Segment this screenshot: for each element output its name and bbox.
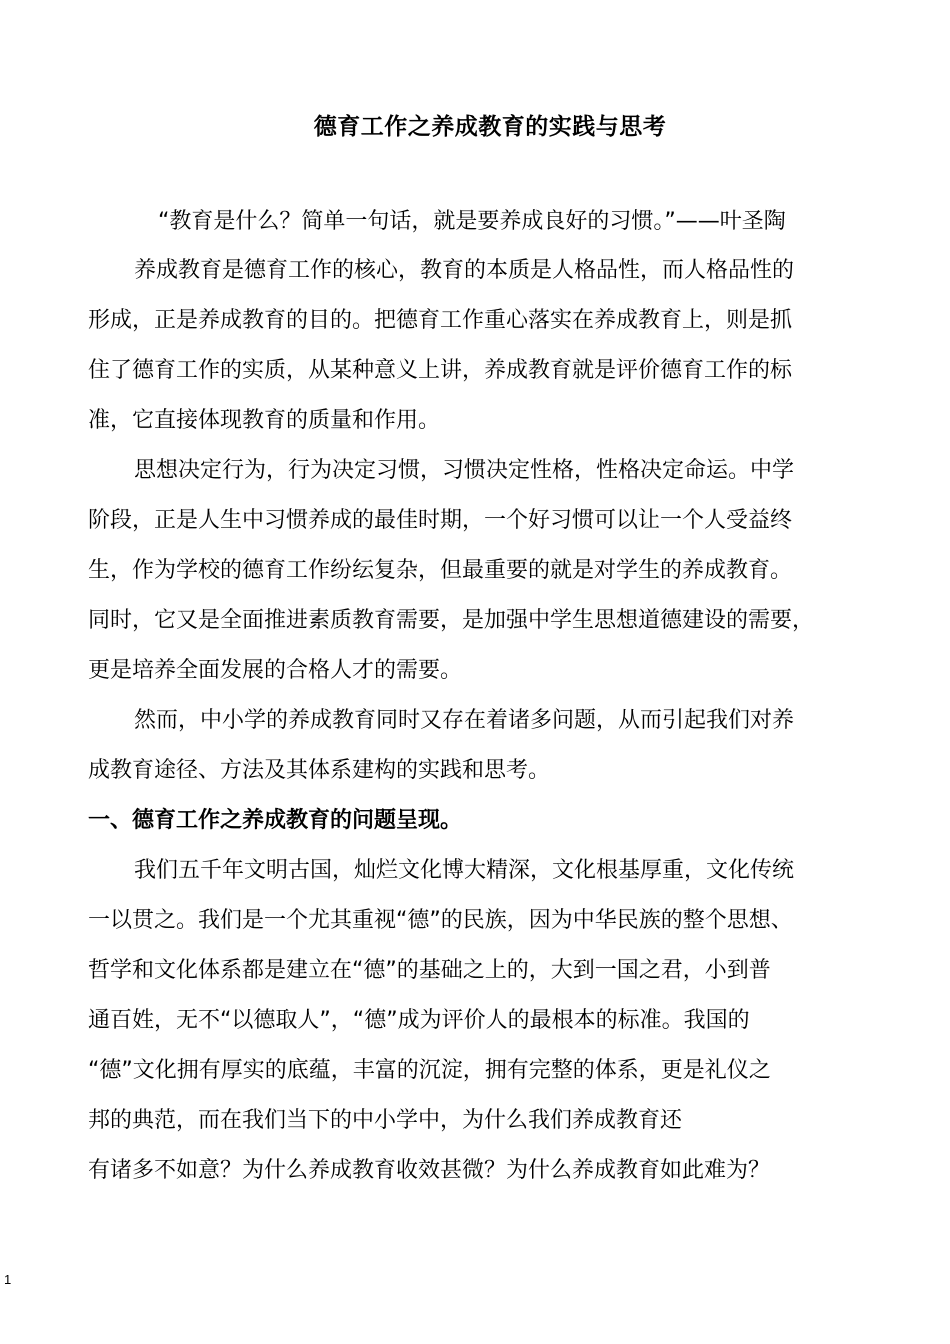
section-paragraph-line-4: 通百姓，无不“以德取人”，“德”成为评价人的最根本的标准。我国的 (88, 1008, 750, 1033)
section-paragraph-line-3: 哲学和文化体系都是建立在“德”的基础之上的，大到一国之君，小到普 (88, 958, 771, 983)
section-paragraph-line-5: “德”文化拥有厚实的底蕴，丰富的沉淀，拥有完整的体系，更是礼仪之 (88, 1058, 771, 1083)
section-heading: 一、德育工作之养成教育的问题呈现。 (88, 808, 463, 833)
paragraph-2-line-1: 思想决定行为，行为决定习惯，习惯决定性格，性格决定命运。中学 (134, 458, 795, 483)
paragraph-1-line-4: 准，它直接体现教育的质量和作用。 (88, 408, 441, 433)
paragraph-2-line-4: 同时，它又是全面推进素质教育需要，是加强中学生思想道德建设的需要， (88, 608, 815, 633)
epigraph-quote: “教育是什么？简单一句话，就是要养成良好的习惯。”——叶圣陶 (158, 209, 786, 234)
paragraph-1-line-3: 住了德育工作的实质，从某种意义上讲，养成教育就是评价德育工作的标 (88, 358, 793, 383)
page-number: 1 (4, 1272, 12, 1287)
paragraph-2-line-5: 更是培养全面发展的合格人才的需要。 (88, 658, 463, 683)
section-paragraph-line-2: 一以贯之。我们是一个尤其重视“德”的民族，因为中华民族的整个思想、 (88, 908, 793, 933)
body-text-block-1 (88, 246, 888, 1196)
paragraph-3-line-2: 成教育途径、方法及其体系建构的实践和思考。 (88, 758, 551, 783)
section-paragraph-line-1: 我们五千年文明古国，灿烂文化博大精深，文化根基厚重，文化传统 (134, 858, 795, 883)
paragraph-1-line-1: 养成教育是德育工作的核心，教育的本质是人格品性，而人格品性的 (134, 258, 795, 283)
section-paragraph-line-7: 有诸多不如意？为什么养成教育收效甚微？为什么养成教育如此难为？ (88, 1158, 771, 1183)
section-paragraph-line-6: 邦的典范，而在我们当下的中小学中，为什么我们养成教育还 (88, 1108, 683, 1133)
paragraph-3-line-1: 然而，中小学的养成教育同时又存在着诸多问题，从而引起我们对养 (134, 708, 795, 733)
paragraph-1-line-2: 形成，正是养成教育的目的。把德育工作重心落实在养成教育上，则是抓 (88, 308, 793, 333)
paragraph-2-line-2: 阶段，正是人生中习惯养成的最佳时期，一个好习惯可以让一个人受益终 (88, 508, 793, 533)
document-title: 德育工作之养成教育的实践与思考 (313, 114, 667, 140)
paragraph-2-line-3: 生，作为学校的德育工作纷纭复杂，但最重要的就是对学生的养成教育。 (88, 558, 793, 583)
